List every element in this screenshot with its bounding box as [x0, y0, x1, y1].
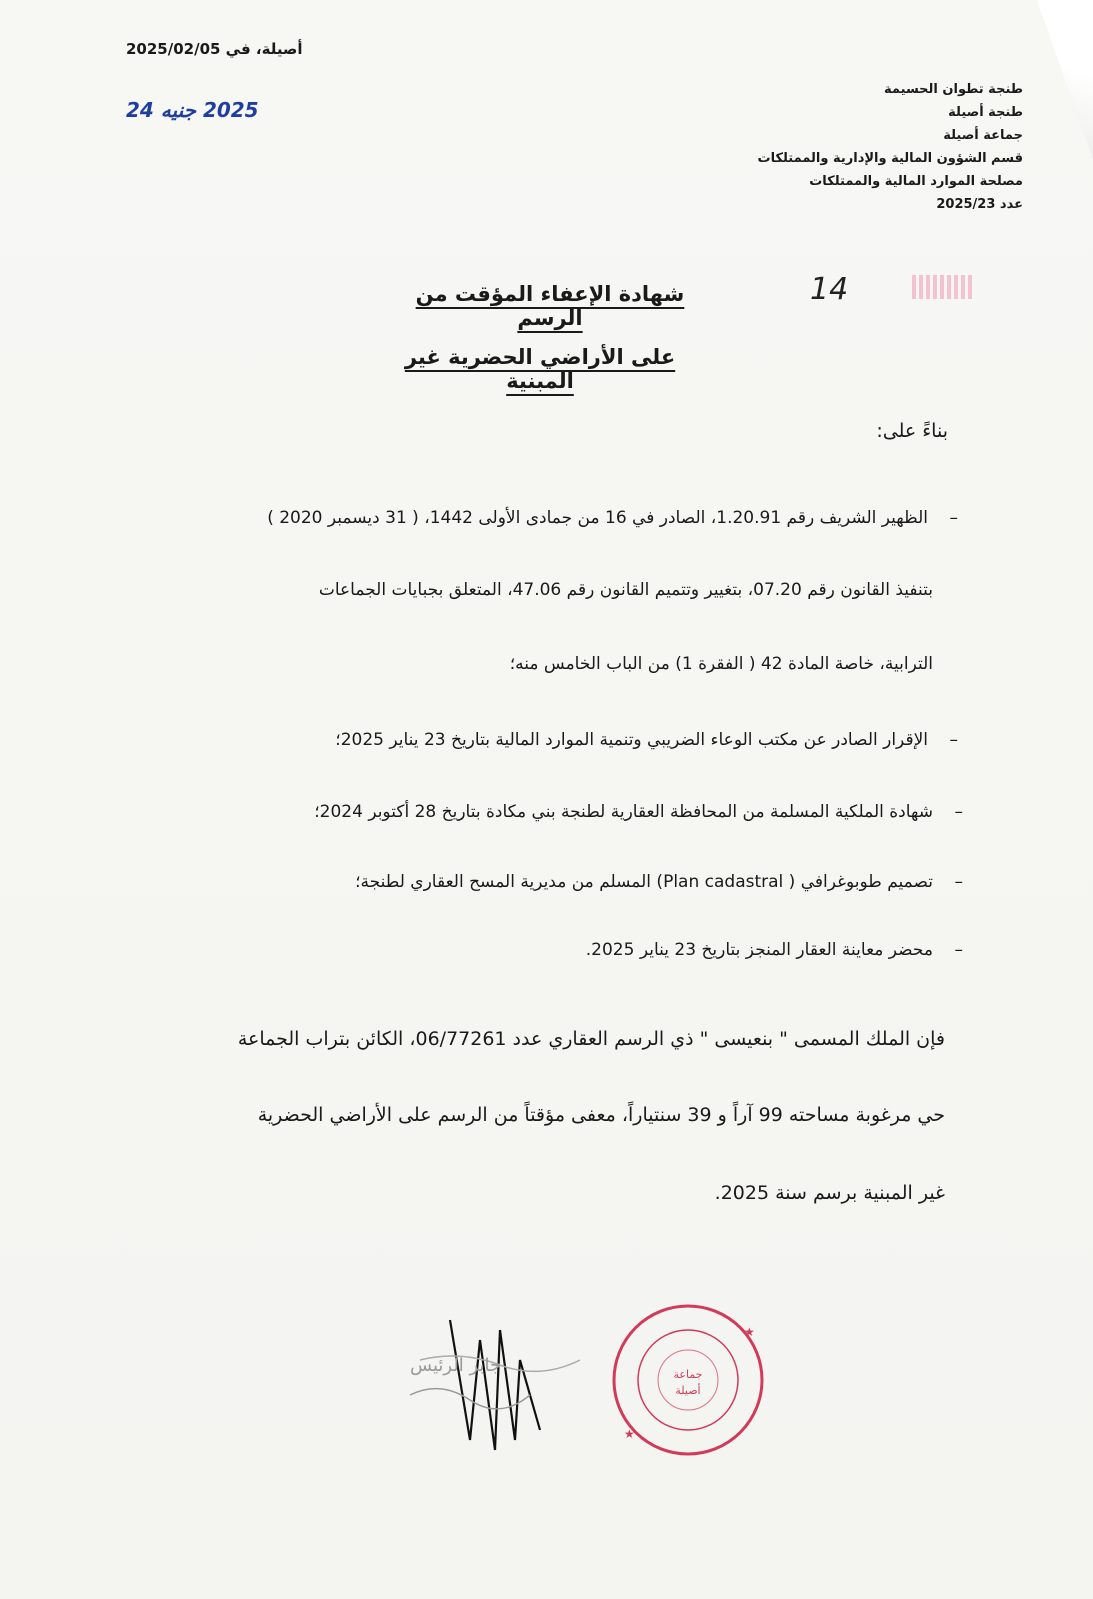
svg-text:أصيلة: أصيلة — [675, 1384, 701, 1397]
conclusion-line-1: فإن الملك المسمى " بنعيسى " ذي الرسم العقاري عدد 06/77261، الكائن بتراب الجماعة — [237, 1028, 945, 1050]
signature — [400, 1300, 600, 1460]
handwritten-number: 14 — [810, 272, 849, 307]
legal-basis-line-1: – الظهير الشريف رقم 1.20.91، الصادر في 16 من جمادى الأولى 1442، ( 31 ديسمبر 2020 ) — [267, 508, 928, 528]
letterhead — [758, 78, 1024, 216]
signature-text: جابر الرئيس — [410, 1355, 502, 1376]
received-stamp: 2025 جنيه 24 — [126, 98, 259, 122]
intro-label: بناءً على: — [876, 420, 948, 442]
signature-scribble — [400, 1300, 600, 1460]
letterhead-line: قسم الشؤون المالية والإدارية والممتلكات — [757, 151, 1023, 166]
pink-stamp-mark — [912, 275, 974, 299]
letterhead-line: طنجة أصيلة — [948, 105, 1023, 120]
svg-text:جماعة: جماعة — [673, 1368, 703, 1381]
list-item: – الإقرار الصادر عن مكتب الوعاء الضريبي وتنمية الموارد المالية بتاريخ 23 يناير 2025؛ — [335, 730, 928, 750]
svg-text:★: ★ — [624, 1427, 635, 1441]
letterhead-line: طنجة تطوان الحسيمة — [884, 82, 1023, 97]
document-subtitle: على الأراضي الحضرية غير المبنية — [404, 345, 676, 393]
list-item: – شهادة الملكية المسلمة من المحافظة العقارية لطنجة بني مكادة بتاريخ 28 أكتوبر 2024؛ — [314, 802, 933, 822]
legal-basis-line-2: بتنفيذ القانون رقم 07.20، بتغيير وتتميم القانون رقم 47.06، المتعلق بجبايات الجماعات — [318, 580, 933, 600]
reference-number: عدد 2025/23 — [936, 197, 1023, 212]
place-date: أصيلة، في 2025/02/05 — [126, 40, 303, 58]
conclusion-line-2: حي مرغوبة مساحته 99 آراً و 39 سنتياراً، معفى مؤقتاً من الرسم على الأراضي الحضرية — [257, 1104, 945, 1126]
list-item: – تصميم طوبوغرافي ( Plan cadastral) المسلم من مديرية المسح العقاري لطنجة؛ — [355, 872, 933, 892]
list-item: – محضر معاينة العقار المنجز بتاريخ 23 يناير 2025. — [586, 940, 933, 960]
legal-basis-line-3: الترابية، خاصة المادة 42 ( الفقرة 1) من الباب الخامس منه؛ — [509, 654, 933, 674]
conclusion-line-3: غير المبنية برسم سنة 2025. — [714, 1182, 945, 1204]
svg-text:★: ★ — [744, 1325, 755, 1339]
letterhead-line: جماعة أصيلة — [943, 128, 1023, 143]
official-seal — [608, 1300, 768, 1460]
document-title: شهادة الإعفاء المؤقت من الرسم — [415, 282, 685, 330]
letterhead-line: مصلحة الموارد المالية والممتلكات — [809, 174, 1023, 189]
